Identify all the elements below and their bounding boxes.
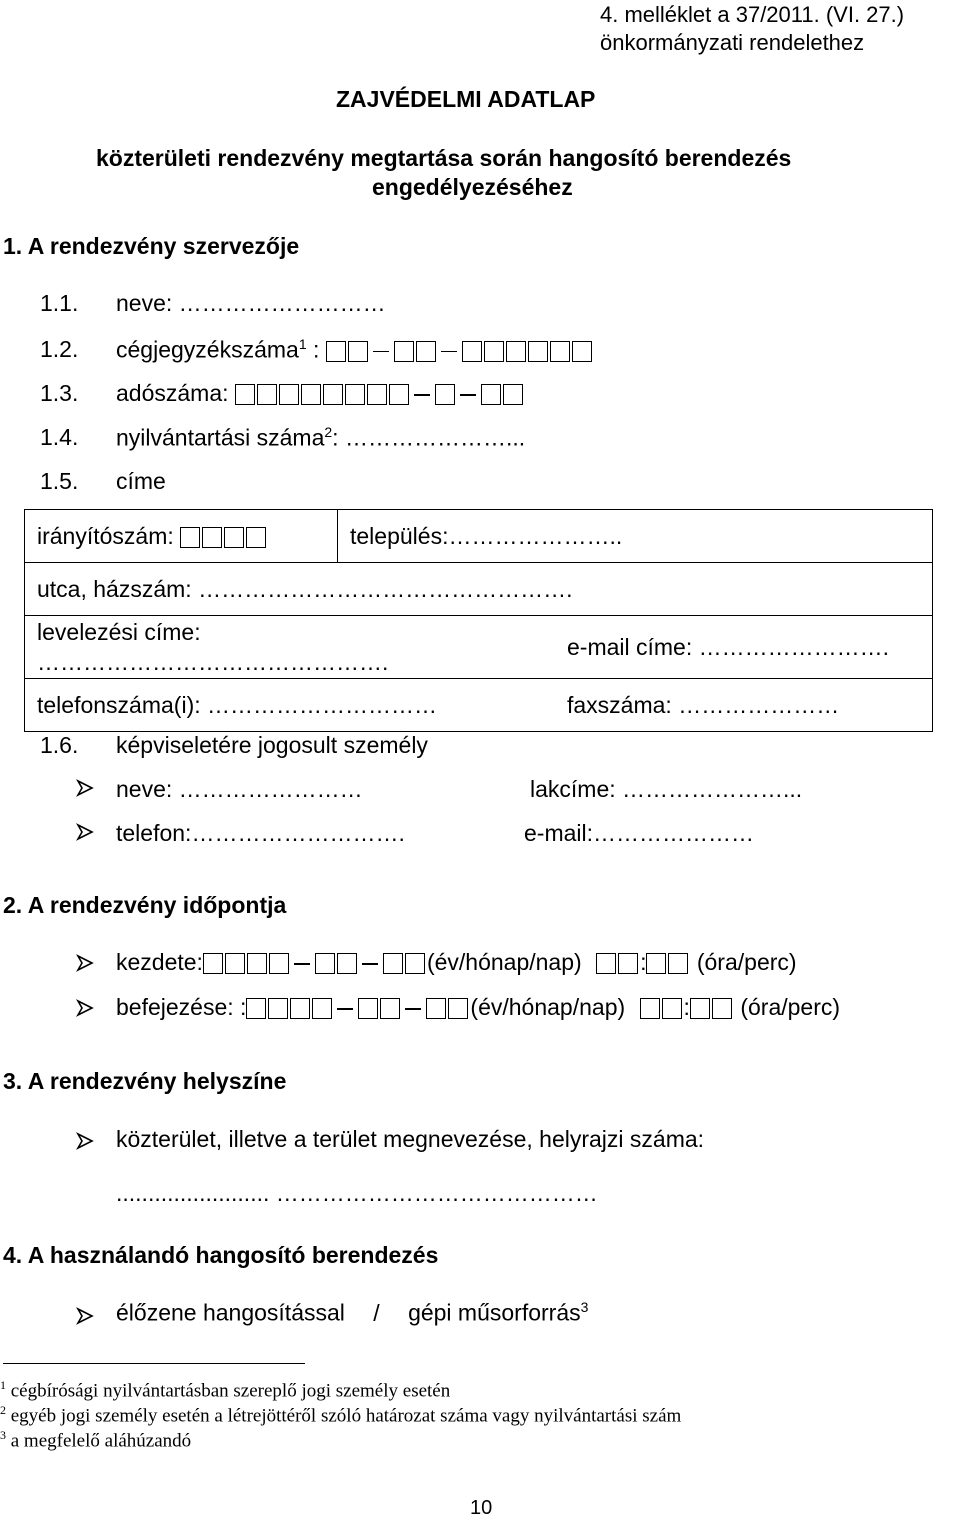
item-number: 1.3. (40, 380, 79, 406)
item-number: 1.4. (40, 424, 79, 450)
registry-number-field[interactable]: nyilvántartási száma$^2$: …………………... (116, 424, 526, 451)
time-unit-label: (óra/perc) (740, 994, 841, 1020)
zip-digit-boxes[interactable] (180, 527, 268, 548)
item-number: 1.1. (40, 290, 79, 316)
field-label: adószáma: (116, 380, 229, 406)
annex-reference-line2: önkormányzati rendelethez (600, 30, 865, 55)
representative-name-row[interactable] (76, 776, 98, 803)
field-label: cégjegyzékszáma (116, 336, 299, 363)
digit-box[interactable] (348, 341, 368, 362)
time-unit-label: (óra/perc) (696, 949, 797, 975)
digit-box[interactable] (506, 341, 526, 362)
digit-box[interactable] (202, 527, 222, 548)
separator-dash (441, 351, 457, 353)
option-separator: / (373, 1299, 380, 1326)
date-unit-label: (év/hónap/nap) (426, 949, 582, 975)
digit-box[interactable] (690, 998, 710, 1019)
digit-box[interactable] (405, 953, 425, 974)
digit-box[interactable] (389, 384, 409, 405)
fill-dots: ……………………. (698, 633, 890, 660)
arrow-bullet-icon (76, 996, 94, 1023)
fill-dots: …………………... (622, 776, 803, 802)
digit-box[interactable] (312, 998, 332, 1019)
fill-dots: ………………… (593, 820, 755, 846)
mailing-address-cell[interactable] (25, 616, 562, 679)
digit-box[interactable] (481, 384, 501, 405)
digit-box[interactable] (596, 953, 616, 974)
tax-number-field[interactable] (116, 380, 525, 407)
representative-address-field[interactable] (530, 776, 802, 803)
tax-digit-boxes[interactable] (235, 384, 525, 405)
separator-dash (460, 394, 476, 396)
arrow-bullet-icon (76, 1129, 94, 1156)
representative-name-field[interactable] (116, 776, 363, 803)
option-machine-source[interactable]: gépi műsorforrás (408, 1299, 581, 1326)
section-heading-organizer: 1. A rendezvény szervezője (3, 233, 300, 259)
date-unit-label: (év/hónap/nap) (470, 994, 626, 1020)
fill-dots: …………………... (344, 424, 526, 451)
field-label: utca, házszám: (37, 575, 192, 602)
city-cell[interactable] (338, 510, 933, 563)
digit-box[interactable] (712, 998, 732, 1019)
digit-box[interactable] (257, 384, 277, 405)
digit-box[interactable] (337, 953, 357, 974)
digit-box[interactable] (618, 953, 638, 974)
field-label: telefon: (116, 820, 192, 846)
digit-box[interactable] (269, 953, 289, 974)
footnote-ref: 2 (324, 424, 333, 440)
representative-label: képviseletére jogosult személy (116, 732, 428, 758)
field-label: kezdete: (116, 949, 203, 975)
arrow-bullet-icon (76, 779, 98, 797)
digit-box[interactable] (550, 341, 570, 362)
digit-box[interactable] (326, 341, 346, 362)
digit-box[interactable] (380, 998, 400, 1019)
section-heading-time: 2. A rendezvény időpontja (3, 892, 287, 918)
digit-box[interactable] (246, 527, 266, 548)
digit-box[interactable] (528, 341, 548, 362)
digit-box[interactable] (235, 384, 255, 405)
field-label: faxszáma: (567, 691, 672, 718)
digit-box[interactable] (662, 998, 682, 1019)
separator-dash (294, 963, 310, 965)
end-minute-boxes[interactable] (690, 998, 734, 1019)
digit-box[interactable] (462, 341, 482, 362)
footnote-ref: 1 (298, 336, 307, 352)
footnote-3: $^3$ a megfelelő aláhúzandó (0, 1428, 192, 1452)
start-minute-boxes[interactable] (646, 953, 690, 974)
digit-box[interactable] (345, 384, 365, 405)
section-heading-location: 3. A rendezvény helyszíne (3, 1068, 287, 1094)
field-label: neve: (116, 776, 173, 802)
digit-box[interactable] (646, 953, 666, 974)
field-label: levelezési címe: (37, 619, 201, 645)
digit-box[interactable] (224, 527, 244, 548)
item-number: 1.2. (40, 336, 79, 362)
digit-box[interactable] (315, 953, 335, 974)
digit-box[interactable] (572, 341, 592, 362)
representative-phone-field[interactable] (116, 820, 405, 847)
digit-box[interactable] (448, 998, 468, 1019)
page-subtitle: közterületi rendezvény megtartása során hangosító berendezés (96, 145, 792, 171)
footnote-ref: 3 (580, 1299, 589, 1315)
field-label: e-mail: (524, 820, 594, 846)
arrow-bullet-icon (76, 823, 98, 841)
fill-dots: ………………….. (448, 522, 623, 549)
location-description-label: közterület, illetve a terület megnevezése, helyrajzi száma: (116, 1126, 705, 1152)
digit-box[interactable] (394, 341, 414, 362)
digit-box[interactable] (268, 998, 288, 1019)
equipment-options[interactable] (116, 1299, 588, 1327)
digit-box[interactable] (203, 953, 223, 974)
field-label: lakcíme: (530, 776, 616, 802)
email-cell[interactable] (561, 616, 933, 679)
separator-dash (362, 963, 378, 965)
item-number: 1.6. (40, 732, 79, 758)
field-label: telefonszáma(i): (37, 691, 201, 718)
separator-dash (337, 1008, 353, 1010)
representative-email-field[interactable] (524, 820, 754, 847)
fill-dots: …………………… (178, 776, 363, 802)
phone-cell[interactable] (25, 679, 562, 732)
fill-dots: ………………………………………. (37, 649, 389, 675)
fill-dots: ………………………. (191, 820, 405, 846)
fill-dots: …………………………………………. (198, 575, 573, 602)
digit-box[interactable] (225, 953, 245, 974)
field-label: neve: (116, 290, 173, 316)
digit-box[interactable] (247, 953, 267, 974)
fill-dots: ……………………… (178, 290, 386, 316)
annex-reference: 4. melléklet a 37/2011. (VI. 27.) (600, 2, 905, 27)
separator-dash (373, 351, 389, 353)
page-title: ZAJVÉDELMI ADATLAP (336, 86, 596, 112)
end-datetime-field[interactable]: befejezése: : (év/hónap/nap) : (óra/perc) (116, 994, 841, 1020)
item-number: 1.5. (40, 468, 79, 494)
arrow-bullet-icon (76, 1304, 94, 1331)
field-label: település: (350, 522, 449, 549)
fill-dots: ………………… (678, 691, 840, 718)
start-date-boxes[interactable] (203, 953, 427, 974)
representative-phone-row (76, 820, 98, 847)
footnote-divider (3, 1363, 305, 1364)
option-live-music[interactable]: élőzene hangosítással (116, 1299, 345, 1326)
footnote-2: $^2$ egyéb jogi személy esetén a létrejöttéről szóló határozat száma vagy nyilvántartási szám (0, 1403, 682, 1427)
footnote-1: $^1$ cégbírósági nyilvántartásban szereplő jogi személy esetén (0, 1378, 451, 1402)
digit-box[interactable] (640, 998, 660, 1019)
section-heading-equipment: 4. A használandó hangosító berendezés (3, 1242, 439, 1268)
digit-box[interactable] (279, 384, 299, 405)
company-registration-field[interactable]: cégjegyzékszáma$^1$ : (116, 336, 594, 364)
page-number: 10 (470, 1497, 493, 1519)
field-label: nyilvántartási száma (116, 424, 325, 451)
end-date-boxes[interactable] (246, 998, 470, 1019)
end-hour-boxes[interactable] (640, 998, 684, 1019)
location-fill-dots[interactable]: ........................ …………………………………… (116, 1180, 598, 1206)
digit-box[interactable] (358, 998, 378, 1019)
separator-dash (405, 1008, 421, 1010)
fax-cell[interactable] (561, 679, 933, 732)
organizer-name-field[interactable] (116, 290, 386, 317)
digit-box[interactable] (383, 953, 403, 974)
digit-box[interactable] (668, 953, 688, 974)
start-datetime-field[interactable]: kezdete: (év/hónap/nap) : (óra/perc) (116, 949, 797, 975)
separator-dash (414, 394, 430, 396)
digit-box[interactable] (323, 384, 343, 405)
digit-box[interactable] (426, 998, 446, 1019)
digit-box[interactable] (435, 384, 455, 405)
digit-box[interactable] (484, 341, 504, 362)
fill-dots: ………………………… (207, 691, 438, 718)
registration-digit-boxes[interactable] (326, 341, 594, 362)
digit-box[interactable] (301, 384, 321, 405)
digit-box[interactable] (290, 998, 310, 1019)
field-label: e-mail címe: (567, 633, 693, 660)
zip-code-cell[interactable] (25, 510, 338, 563)
digit-box[interactable] (180, 527, 200, 548)
digit-box[interactable] (367, 384, 387, 405)
digit-box[interactable] (416, 341, 436, 362)
address-label: címe (116, 468, 166, 494)
arrow-bullet-icon (76, 951, 94, 978)
start-hour-boxes[interactable] (596, 953, 640, 974)
street-cell[interactable] (25, 563, 933, 616)
field-label: befejezése: : (116, 994, 247, 1020)
field-label: irányítószám: (37, 522, 174, 549)
digit-box[interactable] (246, 998, 266, 1019)
page-subtitle-line2: engedélyezéséhez (372, 174, 573, 200)
address-table (24, 509, 933, 732)
digit-box[interactable] (503, 384, 523, 405)
